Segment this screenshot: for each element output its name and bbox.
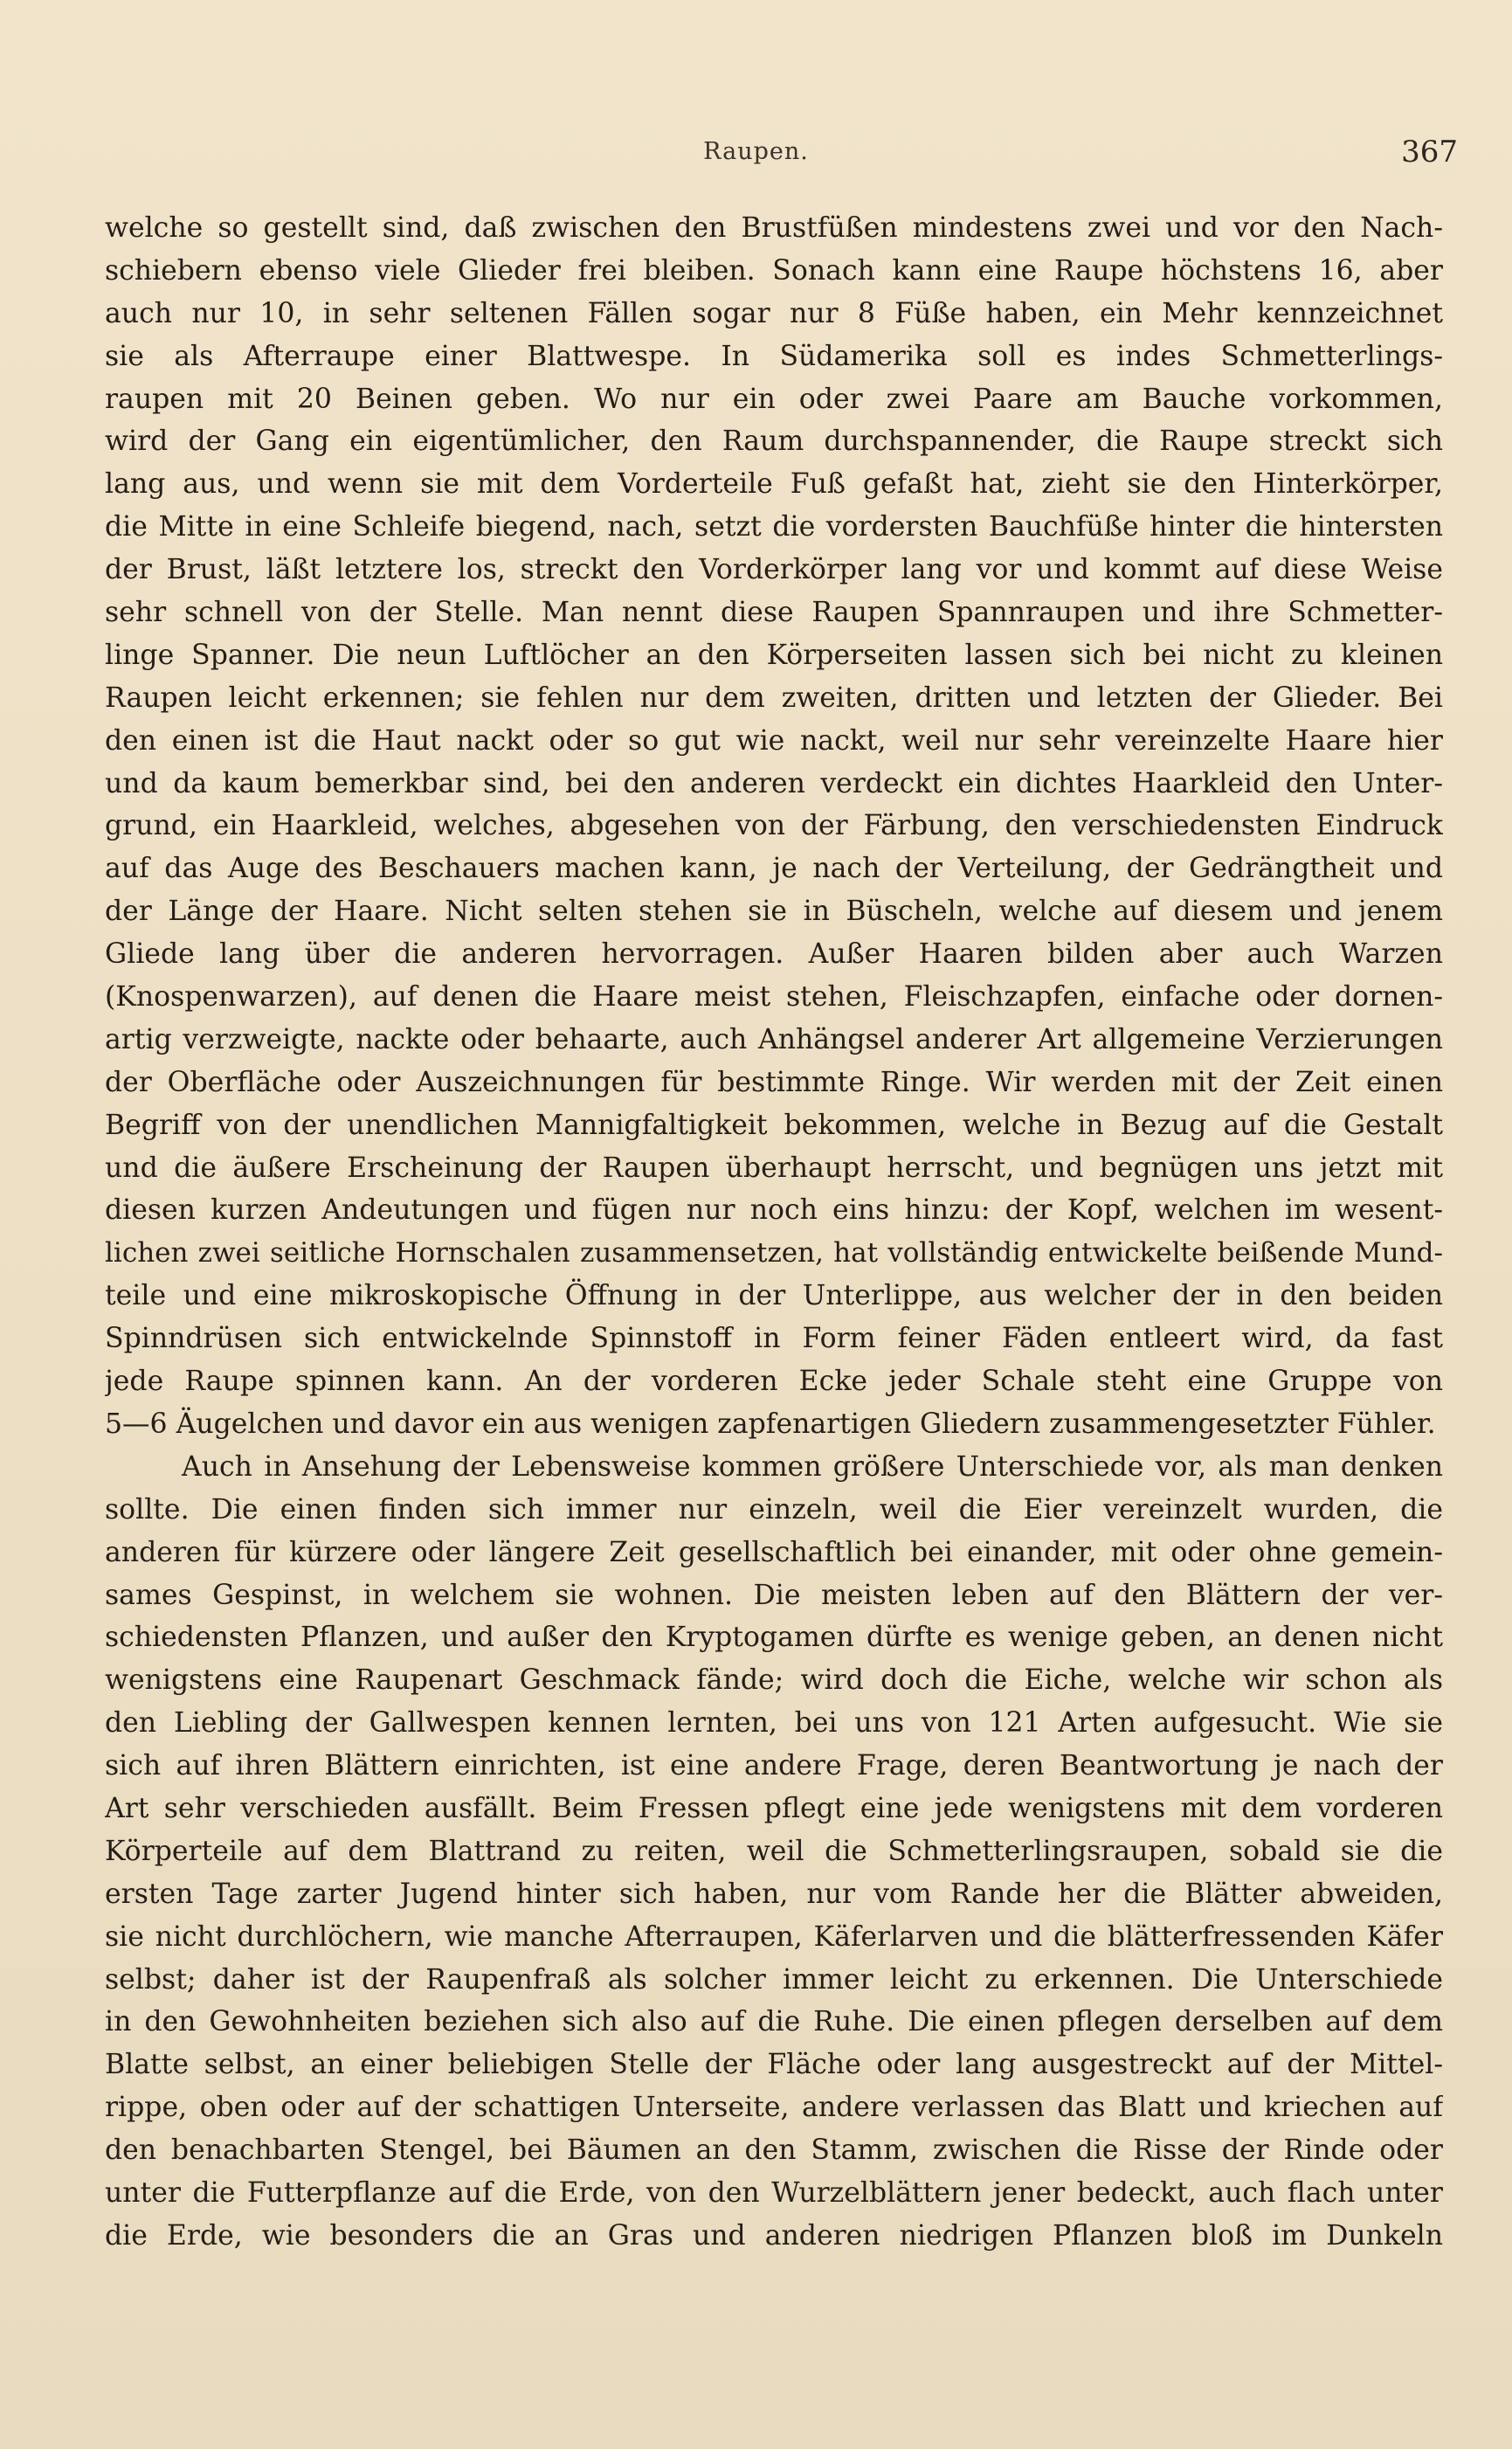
text-line: in den Gewohnheiten beziehen sich also auf die Ruhe. Die einen pflegen derselben auf dem xyxy=(105,2006,1443,2038)
text-line: sollte. Die einen finden sich immer nur einzeln, weil die Eier vereinzelt wurden, die xyxy=(105,1493,1443,1525)
text-line: sames Gespinst, in welchem sie wohnen. Die meisten leben auf den Blättern der ver- xyxy=(105,1579,1443,1611)
text-line: Art sehr verschieden ausfällt. Beim Fressen pflegt eine jede wenigstens mit dem vorderen xyxy=(105,1792,1443,1824)
text-line: Spinndrüsen sich entwickelnde Spinnstoff in Form feiner Fäden entleert wird, da fast xyxy=(105,1323,1443,1355)
text-line: auch nur 10, in sehr seltenen Fällen sogar nur 8 Füße haben, ein Mehr kennzeichnet xyxy=(105,297,1443,329)
page-number: 367 xyxy=(1401,135,1458,169)
text-line: die Mitte in eine Schleife biegend, nach, setzt die vordersten Bauchfüße hinter die hintersten xyxy=(105,511,1443,543)
text-line: Raupen leicht erkennen; sie fehlen nur dem zweiten, dritten und letzten der Glieder. Bei xyxy=(105,681,1443,714)
text-line: raupen mit 20 Beinen geben. Wo nur ein oder zwei Paare am Bauche vorkommen, xyxy=(105,383,1443,415)
text-line: sie als Afterraupe einer Blattwespe. In Südamerika soll es indes Schmetterlings- xyxy=(105,340,1443,372)
text-line: sehr schnell von der Stelle. Man nennt diese Raupen Spannraupen und ihre Schmetter- xyxy=(105,597,1443,629)
text-line: schiedensten Pflanzen, und außer den Kryptogamen dürfte es wenige geben, an denen nicht xyxy=(105,1622,1443,1654)
paragraph-end-line: 5—6 Äugelchen und davor ein aus wenigen zapfenartigen Gliedern zusammengesetzter Fühler. xyxy=(105,1408,1436,1440)
text-line: der Länge der Haare. Nicht selten stehen sie in Büscheln, welche auf diesem und jenem xyxy=(105,896,1443,928)
text-line: Körperteile auf dem Blattrand zu reiten, weil die Schmetterlingsraupen, sobald sie die xyxy=(105,1835,1443,1867)
text-line: den benachbarten Stengel, bei Bäumen an den Stamm, zwischen die Risse der Rinde oder xyxy=(105,2134,1443,2167)
text-line: der Brust, läßt letztere los, streckt den Vorderkörper lang vor und kommt auf diese Weise xyxy=(105,554,1443,586)
text-line: jede Raupe spinnen kann. An der vorderen Ecke jeder Schale steht eine Gruppe von xyxy=(105,1366,1443,1398)
text-line: schiebern ebenso viele Glieder frei bleiben. Sonach kann eine Raupe höchstens 16, aber xyxy=(105,254,1443,287)
text-line: Blatte selbst, an einer beliebigen Stelle der Fläche oder lang ausgestreckt auf der Mittel- xyxy=(105,2049,1443,2081)
text-line: die Erde, wie besonders die an Gras und anderen niedrigen Pflanzen bloß im Dunkeln xyxy=(105,2219,1443,2252)
text-line: wenigstens eine Raupenart Geschmack fände; wird doch die Eiche, welche wir schon als xyxy=(105,1664,1443,1697)
text-line: Gliede lang über die anderen hervorragen. Außer Haaren bilden aber auch Warzen xyxy=(105,938,1443,971)
text-line: unter die Futterpflanze auf die Erde, von den Wurzelblättern jener bedeckt, auch flach unter xyxy=(105,2176,1443,2209)
text-line: selbst; daher ist der Raupenfraß als solcher immer leicht zu erkennen. Die Unterschiede xyxy=(105,1963,1443,1996)
text-line: linge Spanner. Die neun Luftlöcher an den Körperseiten lassen sich bei nicht zu kleinen xyxy=(105,639,1443,671)
text-line: (Knospenwarzen), auf denen die Haare meist stehen, Fleischzapfen, einfache oder dornen- xyxy=(105,981,1443,1013)
text-line: welche so gestellt sind, daß zwischen den Brustfüßen mindestens zwei und vor den Nach- xyxy=(105,212,1443,244)
text-line: lichen zwei seitliche Hornschalen zusammensetzen, hat vollständig entwickelte beißende Mund- xyxy=(105,1237,1443,1269)
text-line: diesen kurzen Andeutungen und fügen nur noch eins hinzu: der Kopf, welchen im wesent- xyxy=(105,1194,1443,1227)
text-line: auf das Auge des Beschauers machen kann, je nach der Verteilung, der Gedrängtheit und xyxy=(105,853,1443,885)
text-line: der Oberfläche oder Auszeichnungen für bestimmte Ringe. Wir werden mit der Zeit einen xyxy=(105,1066,1443,1098)
text-line: wird der Gang ein eigentümlicher, den Raum durchspannender, die Raupe streckt sich xyxy=(105,425,1443,458)
text-line: den Liebling der Gallwespen kennen lernten, bei uns von 121 Arten aufgesucht. Wie sie xyxy=(105,1707,1443,1740)
text-line: anderen für kürzere oder längere Zeit gesellschaftlich bei einander, mit oder ohne gemein- xyxy=(105,1536,1443,1568)
text-line: teile und eine mikroskopische Öffnung in der Unterlippe, aus welcher der in den beiden xyxy=(105,1280,1443,1312)
text-line: rippe, oben oder auf der schattigen Unterseite, andere verlassen das Blatt und kriechen auf xyxy=(105,2092,1443,2124)
text-line: und da kaum bemerkbar sind, bei den anderen verdeckt ein dichtes Haarkleid den Unter- xyxy=(105,767,1443,799)
text-line: grund, ein Haarkleid, welches, abgesehen von der Färbung, den verschiedensten Eindruck xyxy=(105,810,1443,842)
text-line: ersten Tage zarter Jugend hinter sich haben, nur vom Rande her die Blätter abweiden, xyxy=(105,1878,1443,1910)
page-header xyxy=(0,131,1512,183)
text-line: artig verzweigte, nackte oder behaarte, auch Anhängsel anderer Art allgemeine Verzierungen xyxy=(105,1023,1443,1055)
text-line: den einen ist die Haut nackt oder so gut wie nackt, weil nur sehr vereinzelte Haare hier xyxy=(105,724,1443,757)
text-line: Begriff von der unendlichen Mannigfaltigkeit bekommen, welche in Bezug auf die Gestalt xyxy=(105,1109,1443,1141)
text-line: und die äußere Erscheinung der Raupen überhaupt herrscht, und begnügen uns jetzt mit xyxy=(105,1152,1443,1184)
text-line: sich auf ihren Blättern einrichten, ist eine andere Frage, deren Beantwortung je nach der xyxy=(105,1750,1443,1782)
paragraph-start-line: Auch in Ansehung der Lebensweise kommen größere Unterschiede vor, als man denken xyxy=(182,1450,1443,1483)
running-title: Raupen. xyxy=(703,138,809,165)
text-line: lang aus, und wenn sie mit dem Vorderteile Fuß gefaßt hat, zieht sie den Hinterkörper, xyxy=(105,468,1443,501)
body-text xyxy=(105,207,1443,2286)
text-line: sie nicht durchlöchern, wie manche Afterraupen, Käferlarven und die blätterfressenden Käfer xyxy=(105,1920,1443,1953)
